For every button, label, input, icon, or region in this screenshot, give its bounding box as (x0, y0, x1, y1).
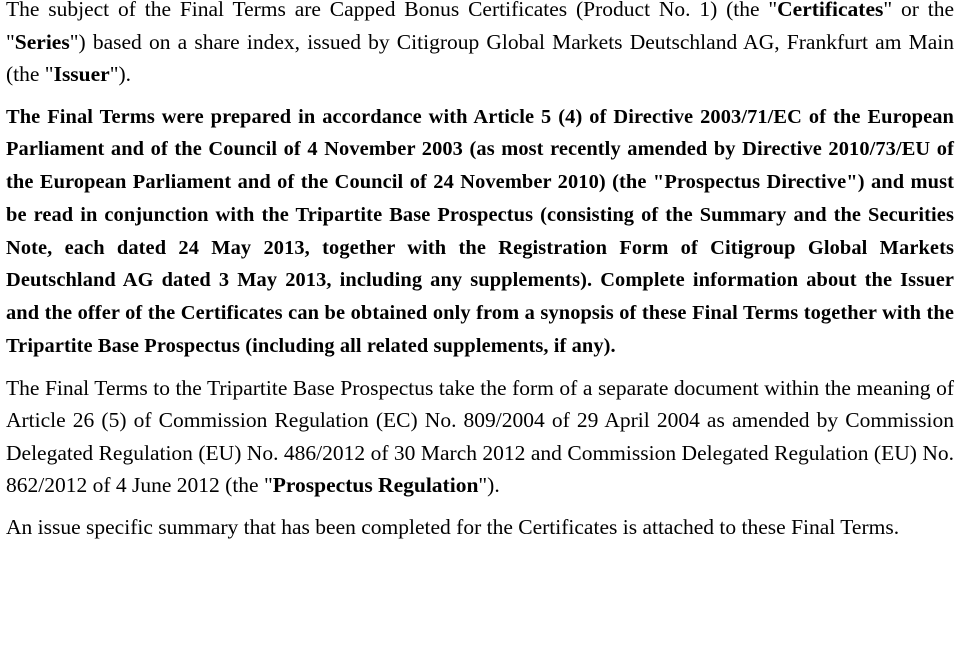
text-run: "). (478, 473, 500, 498)
paragraph-separate-document (6, 372, 954, 502)
text-run: The subject of the Final Terms are Capped Bonus Certificates (Product No. 1) (the " (6, 0, 778, 21)
defined-term-prospectus-regulation: Prospectus Regulation (272, 473, 479, 498)
paragraph-issue-summary: An issue specific summary that has been completed for the Certificates is attached to these Final Terms. (6, 514, 900, 539)
defined-term-issuer: Issuer (53, 62, 110, 86)
text-run: "). (109, 62, 132, 86)
paragraph-preparation-notice: The Final Terms were prepared in accordance with Article 5 (4) of Directive 2003/71/EC of the European Parliament and of the Council of 4 November 2003 (as most recently amended by Directive 2010/73/EU of the European Parliament and of the Council of 24 November 2010) (the "Prospectus Directive") and must be read in conjunction with the Tripartite Base Prospectus (consisting of the Summary and the Securities Note, each dated 24 May 2013, together with the Registration Form of Citigroup Global Markets Deutschland AG dated 3 May 2013, including any supplements). Complete information about the Issuer and the offer of the Certificates can be obtained only from a synopsis of these Final Terms together with the Tripartite Base Prospectus (including all related supplements, if any). (6, 105, 954, 358)
defined-term-series: Series (14, 29, 70, 54)
paragraph-subject (6, 0, 954, 91)
defined-term-certificates: Certificates (777, 0, 884, 21)
text-run: " or the " (6, 0, 955, 54)
document-body (6, 0, 954, 543)
text-run: ") based on a share index, issued by Citigroup Global Markets Deutschland AG, Frankfurt am Main (the " (6, 29, 954, 86)
text-run: The Final Terms to the Tripartite Base Prospectus take the form of a separate document within the meaning of Article 26 (5) of Commission Regulation (EC) No. 809/2004 of 29 April 2004 as amended by Commission Delegated Regulation (EU) No. 486/2012 of 30 March 2012 and Commission Delegated Regulation (EU) No. 862/2012 of 4 June 2012 (the " (6, 375, 954, 498)
